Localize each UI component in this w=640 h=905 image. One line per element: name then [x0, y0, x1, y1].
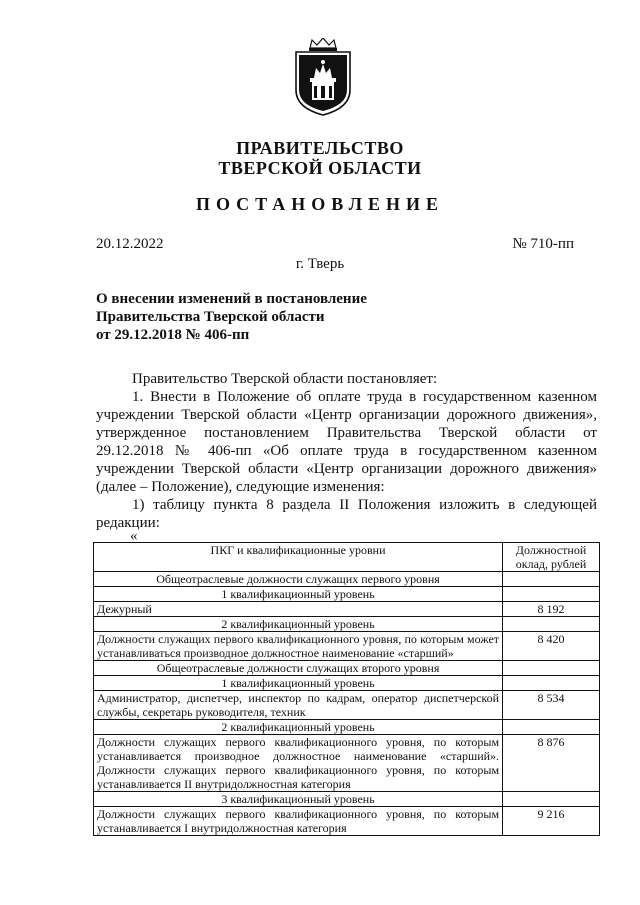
table-value-cell — [503, 617, 600, 632]
subject-line: от 29.12.2018 № 406-пп — [96, 327, 250, 343]
document-subject — [96, 290, 416, 344]
table-value-cell: 8 876 — [503, 735, 600, 792]
table-cell: 3 квалификационный уровень — [94, 792, 503, 807]
table-cell: 2 квалификационный уровень — [94, 617, 503, 632]
table-row — [94, 720, 600, 735]
table-row — [94, 617, 600, 632]
table-value-cell: 9 216 — [503, 807, 600, 836]
table-cell: Должности служащих первого квалификационного уровня, по которым устанавливается I внутридолжностная категория — [94, 807, 503, 836]
subject-line: Правительства Тверской области — [96, 309, 325, 325]
quote-mark: « — [130, 528, 138, 544]
table-header-cell: ПКГ и квалификационные уровни — [94, 543, 503, 572]
table-cell: Общеотраслевые должности служащих второго уровня — [94, 661, 503, 676]
body-paragraph: 1) таблицу пункта 8 раздела II Положения изложить в следующей редакции: — [96, 497, 597, 531]
table-cell: Должности служащих первого квалификационного уровня, по которым может устанавливаться производное должностное наименование «старший» — [94, 632, 503, 661]
table-row — [94, 587, 600, 602]
body-paragraph: 1. Внести в Положение об оплате труда в государственном казенном учреждении Тверской области «Центр организации дорожного движения», утвержденное постановлением Правительства Тверской области от 29.12.2018 № 406-пп «Об оплате труда в государственном казенном учреждении Тверской области «Центр организации дорожного движения» (далее – Положение), следующие изменения: — [96, 389, 597, 495]
table-value-cell — [503, 676, 600, 691]
salary-table — [93, 542, 600, 836]
table-value-cell — [503, 720, 600, 735]
table-value-cell — [503, 587, 600, 602]
table-value-cell — [503, 661, 600, 676]
table-value-cell: 8 420 — [503, 632, 600, 661]
body-paragraph: Правительство Тверской области постановляет: — [132, 371, 438, 387]
table-cell: 1 квалификационный уровень — [94, 676, 503, 691]
org-name-line2: ТВЕРСКОЙ ОБЛАСТИ — [218, 158, 422, 178]
document-number: № 710-пп — [512, 236, 574, 252]
org-name-line1: ПРАВИТЕЛЬСТВО — [236, 138, 404, 158]
table-row — [94, 661, 600, 676]
table-value-cell — [503, 792, 600, 807]
table-row — [94, 792, 600, 807]
document-city: г. Тверь — [295, 256, 345, 272]
table-row — [94, 676, 600, 691]
table-row — [94, 735, 600, 792]
table-cell: Должности служащих первого квалификационного уровня, по которым устанавливается производное должностное наименование «старший». Должности служащих первого квалификационного уровня, по которым устанавливается II внутридолжностная категория — [94, 735, 503, 792]
table-row — [94, 691, 600, 720]
table-row — [94, 602, 600, 617]
document-type: ПОСТАНОВЛЕНИЕ — [195, 194, 445, 214]
table-value-cell: 8 192 — [503, 602, 600, 617]
document-date: 20.12.2022 — [96, 236, 164, 252]
table-row — [94, 572, 600, 587]
document-body — [96, 370, 597, 532]
subject-line: О внесении изменений в постановление — [96, 291, 367, 307]
table-cell: Администратор, диспетчер, инспектор по кадрам, оператор диспетчерской службы, секретарь руководителя, техник — [94, 691, 503, 720]
table-cell: Общеотраслевые должности служащих первого уровня — [94, 572, 503, 587]
tver-coat-of-arms-icon — [290, 38, 356, 116]
table-cell: 1 квалификационный уровень — [94, 587, 503, 602]
table-cell: 2 квалификационный уровень — [94, 720, 503, 735]
table-row — [94, 632, 600, 661]
table-header-cell: Должностной оклад, рублей — [503, 543, 600, 572]
table-header-row — [94, 543, 600, 572]
table-value-cell — [503, 572, 600, 587]
table-row — [94, 807, 600, 836]
table-value-cell: 8 534 — [503, 691, 600, 720]
table-cell: Дежурный — [94, 602, 503, 617]
